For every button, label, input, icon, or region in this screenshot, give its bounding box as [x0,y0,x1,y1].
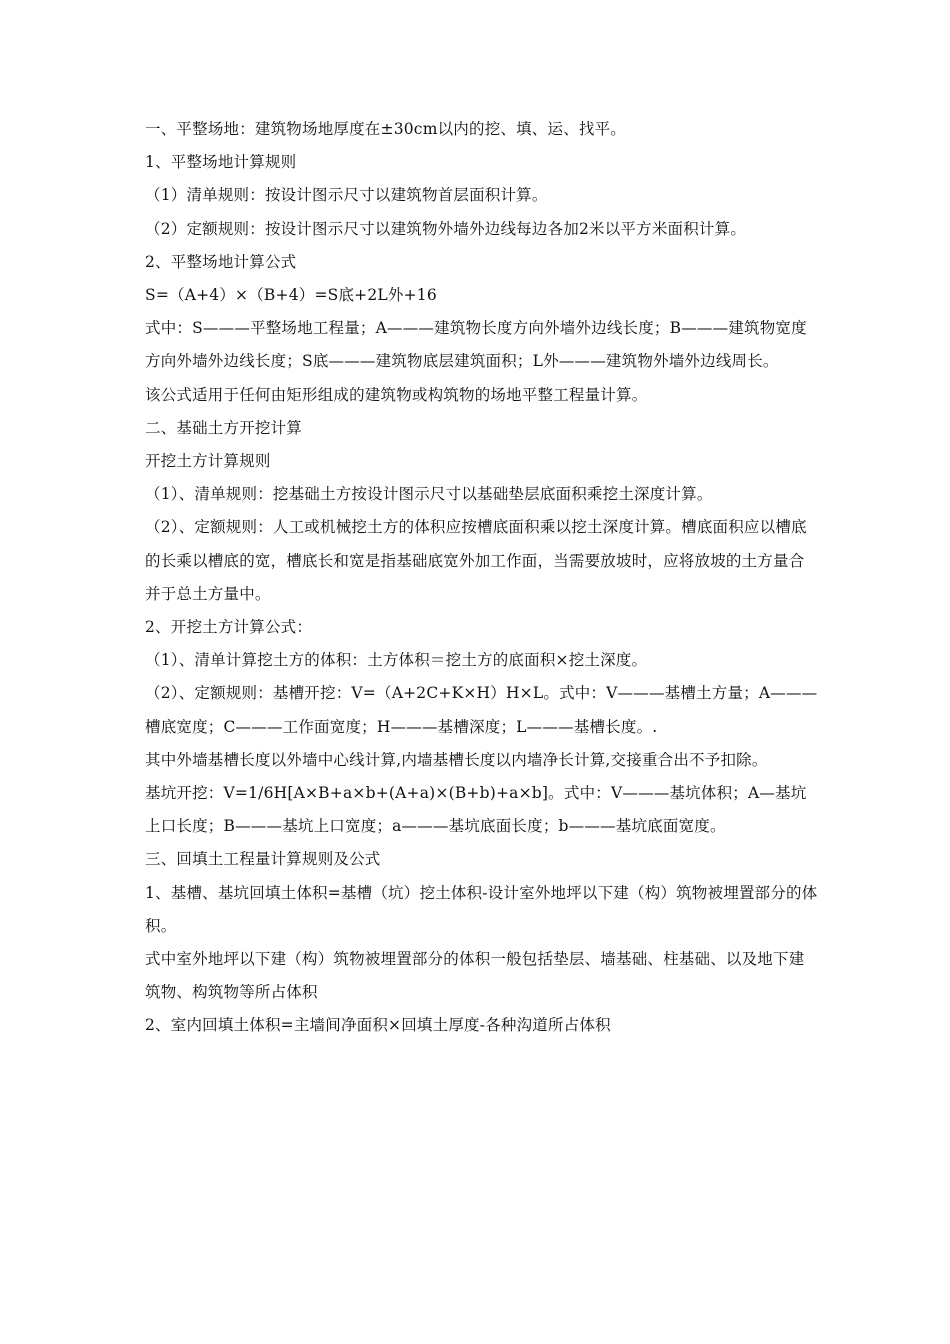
section-heading-backfill: 三、回填土工程量计算规则及公式 [145,850,381,869]
excavation-list-formula: （1）、清单计算挖土方的体积：土方体积＝挖土方的底面积×挖土深度。 [145,651,648,670]
backfill-trench-formula: 1、基槽、基坑回填土体积=基槽（坑）挖土体积-设计室外地坪以下建（构）筑物被埋置部分的体积。 [145,883,818,935]
subheading-excavation-rules: 开挖土方计算规则 [145,452,271,471]
pit-formula: 基坑开挖：V=1/6H[A×B+a×b+(A+a)×(B+b)+a×b]。式中：V———基坑体积；A—基坑上口长度；B———基坑上口宽度；a———基坑底面长度；b———基坑底面宽度。 [145,784,807,836]
subheading-leveling-rules: 1、平整场地计算规则 [145,153,297,172]
section-heading-site-leveling: 一、平整场地：建筑物场地厚度在±30cm以内的挖、填、运、找平。 [145,120,626,138]
section-heading-excavation: 二、基础土方开挖计算 [145,418,303,437]
backfill-note: 式中室外地坪以下建（构）筑物被埋置部分的体积一般包括垫层、墙基础、柱基础、以及地下建筑物、构筑物等所占体积 [145,950,805,1002]
indoor-backfill-formula: 2、室内回填土体积=主墙间净面积×回填土厚度-各种沟道所占体积 [145,1016,611,1035]
excavation-quota-rule: （2）、定额规则：人工或机械挖土方的体积应按槽底面积乘以挖土深度计算。槽底面积应以槽底的长乘以槽底的宽，槽底长和宽是指基础底宽外加工作面，当需要放坡时，应将放坡的土方量合并于总土方量中。 [145,518,807,603]
formula-leveling: S=（A+4）×（B+4）=S底+2L外+16 [145,286,437,305]
subheading-leveling-formula: 2、平整场地计算公式 [145,252,297,271]
trench-length-note: 其中外墙基槽长度以外墙中心线计算,内墙基槽长度以内墙净长计算,交接重合出不予扣除。 [145,750,768,769]
subheading-excavation-formula: 2、开挖土方计算公式： [145,618,313,637]
excavation-list-rule: （1）、清单规则：挖基础土方按设计图示尺寸以基础垫层底面积乘挖土深度计算。 [145,485,713,504]
rule-list-item: （1）清单规则：按设计图示尺寸以建筑物首层面积计算。 [145,186,548,205]
formula-explanation: 式中：S———平整场地工程量；A———建筑物长度方向外墙外边线长度；B———建筑物宽度方向外墙外边线长度；S底———建筑物底层建筑面积；L外———建筑物外墙外边线周长。 [145,319,807,371]
document-body [145,113,820,1043]
formula-applicability: 该公式适用于任何由矩形组成的建筑物或构筑物的场地平整工程量计算。 [145,385,648,404]
rule-quota-item: （2）定额规则：按设计图示尺寸以建筑物外墙外边线每边各加2米以平方米面积计算。 [145,219,747,238]
trench-formula: （2）、定额规则：基槽开挖：V=（A+2C+K×H）H×L。式中：V———基槽土方量；A———槽底宽度；C———工作面宽度；H———基槽深度；L———基槽长度。. [145,684,818,736]
